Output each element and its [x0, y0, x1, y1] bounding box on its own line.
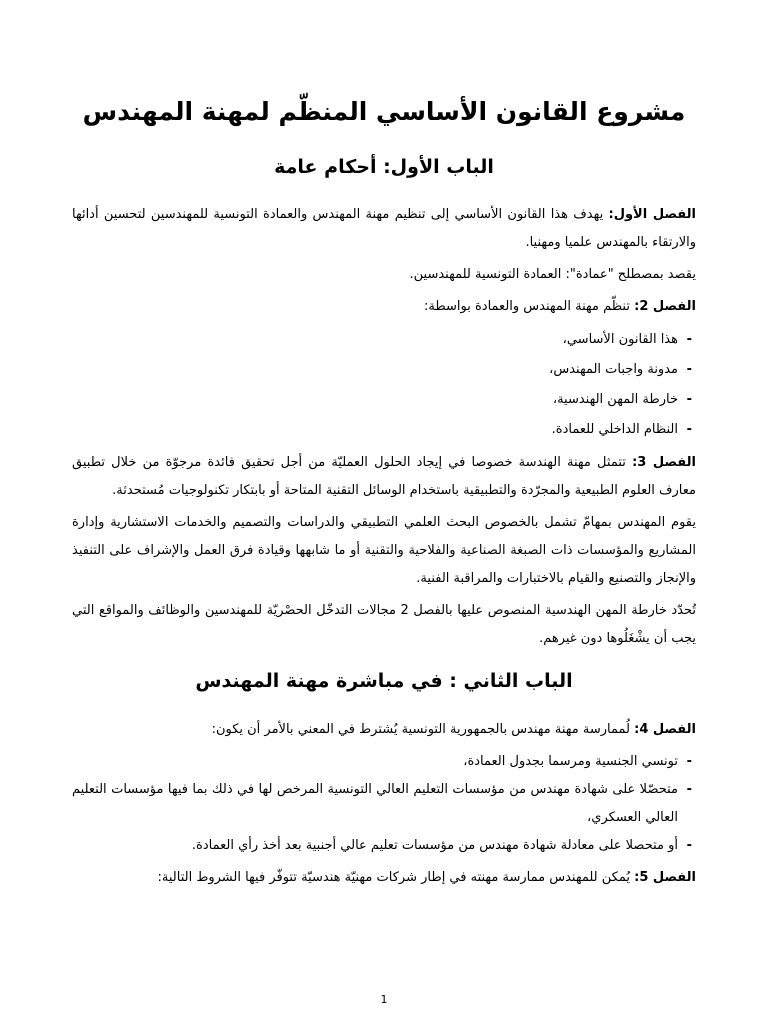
map-note-paragraph: تُحدّد خارطة المهن الهندسية المنصوص عليها بالفصل 2 مجالات التدخّل الحصْريّة للمهندسين والوظائف والمواقع التي يجب أن يشْغَلُوها دون غيرهم.: [72, 603, 697, 647]
article-5-label: الفصل 5:: [634, 869, 696, 885]
document-title: مشروع القانون الأساسي المنظّم لمهنة المهندس: [82, 97, 686, 126]
article-1: [72, 201, 696, 257]
list-item: - مدونة واجبات المهندس،: [72, 355, 692, 385]
article-5-text: يُمكن للمهندس ممارسة مهنته في إطار شركات مهنيّة هندسيّة تتوفّر فيها الشروط التالية:: [157, 869, 635, 885]
page-number: 1: [380, 993, 388, 1006]
list-item: - أو متحصلا على معادلة شهادة مهندس من مؤسسات تعليم عالي أجنبية بعد أخذ رأي العمادة.: [72, 832, 692, 860]
list-item: - تونسي الجنسية ومرسما بجدول العمادة،: [72, 748, 692, 776]
chapter-2-heading: الباب الثاني : في مباشرة مهنة المهندس: [195, 670, 573, 693]
chapter-1-heading: الباب الأول: أحكام عامة: [274, 155, 494, 178]
article-3-text: تتمثل مهنة الهندسة خصوصا في إيجاد الحلول العمليّة من أجل تحقيق فائدة مرجوّة من خلال تطبيق معارف العلوم الطبيعية والمجرّدة والتطبيقية باستخدام الوسائل التقنية المتاحة أو بابتكار تكنولوجيات مُستحدثة.: [72, 455, 696, 499]
article-2-text: تنظّم مهنة المهندس والعمادة بواسطة:: [423, 299, 635, 315]
article-5: [72, 864, 696, 892]
article-4-list: [72, 748, 696, 860]
article-2-list: [72, 325, 696, 445]
article-3: [72, 449, 696, 505]
engineer-tasks-paragraph: يقوم المهندس بمهامّ تشمل بالخصوص البحث العلمي التطبيقي والدراسات والتصميم والخدمات الاستشارية وإدارة المشاريع والمؤسسات ذات الصبغة الصناعية والفلاحية والتقنية أو ما شابهها وقيادة فرق العمل والإشراف على التنفيذ والإنجاز والتصنيع والقيام بالاختبارات والمراقبة الفنية.: [72, 515, 696, 587]
list-item: - هذا القانون الأساسي،: [72, 325, 692, 355]
article-2: [72, 293, 696, 321]
list-item: - متحصّلا على شهادة مهندس من مؤسسات التعليم العالي التونسية المرخص لها في ذلك بما فيها مؤسسات التعليم العالي العسكري،: [72, 776, 692, 832]
article-3-label: الفصل 3:: [632, 455, 696, 471]
list-item: - خارطة المهن الهندسية،: [72, 385, 692, 415]
article-1-text: يهدف هذا القانون الأساسي إلى تنظيم مهنة المهندس والعمادة التونسية للمهندسين لتحسين أدائها والارتقاء بالمهندس علميا ومهنيا.: [72, 207, 696, 251]
article-2-label: الفصل 2:: [634, 299, 696, 315]
list-item: - النظام الداخلي للعمادة.: [72, 415, 692, 445]
definition-paragraph: يقصد بمصطلح "عمادة": العمادة التونسية للمهندسين.: [409, 267, 696, 283]
article-4-text: لُممارسة مهنة مهندس بالجمهورية التونسية يُشترط في المعني بالأمر أن يكون:: [211, 721, 635, 737]
article-1-label: الفصل الأول:: [608, 207, 696, 223]
article-4-label: الفصل 4:: [634, 721, 696, 737]
article-4: [72, 716, 696, 744]
